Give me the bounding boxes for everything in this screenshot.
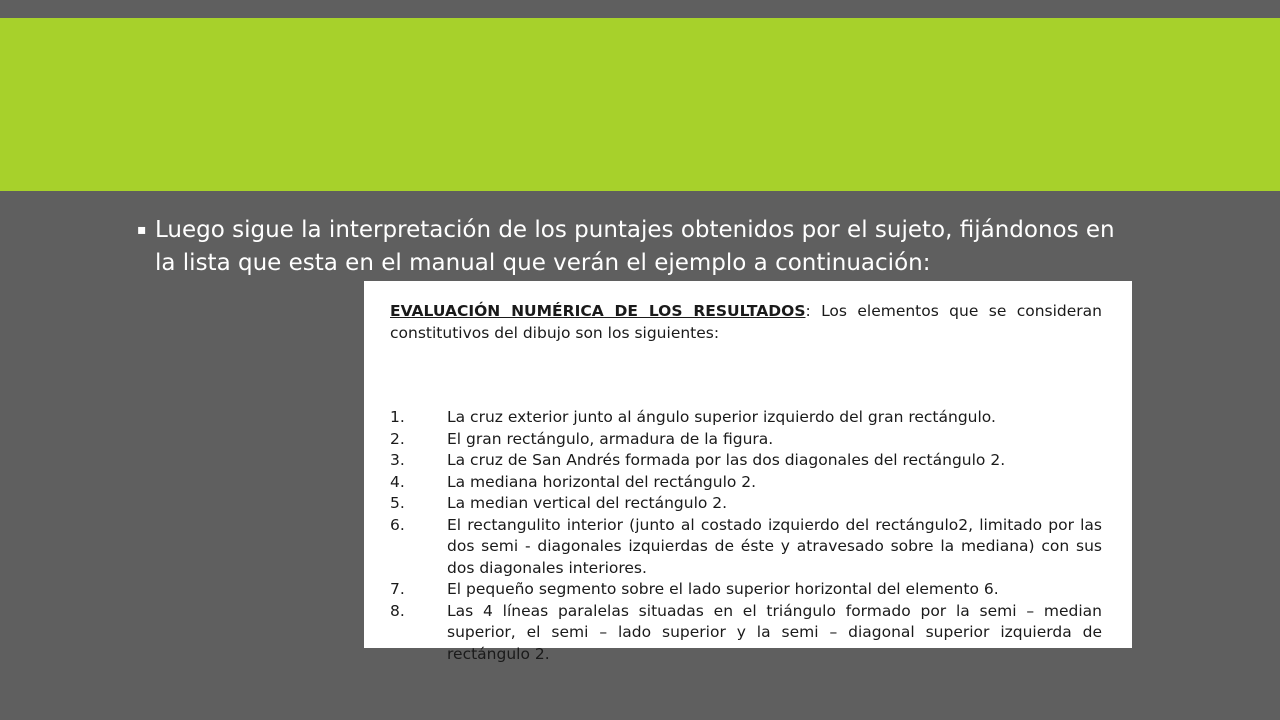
list-item-number: 5. [390, 494, 405, 512]
list-item [390, 472, 1102, 494]
list-item-text: Las 4 líneas paralelas situadas en el triángulo formado por la semi – median superior, el semi – lado superior y la semi – diagonal superior izquierda de rectángulo 2. [447, 601, 1102, 663]
list-item [390, 579, 1102, 601]
list-item [390, 450, 1102, 472]
list-item [390, 407, 1102, 429]
elements-list [390, 407, 1102, 665]
list-item-text: La mediana horizontal del rectángulo 2. [447, 472, 757, 491]
list-item-text: El gran rectángulo, armadura de la figura. [447, 429, 774, 448]
list-item [390, 601, 1102, 666]
manual-intro-text: : Los elementos que se consideran constitutivos del dibujo son los siguientes: [390, 302, 1102, 342]
list-item-number: 6. [390, 515, 405, 534]
list-item-number: 8. [390, 601, 405, 620]
bullet-marker-icon: ▪ [137, 222, 147, 238]
manual-heading: EVALUACIÓN NUMÉRICA DE LOS RESULTADOS [390, 302, 806, 320]
manual-excerpt-image [364, 281, 1132, 663]
list-item [390, 429, 1102, 451]
list-item-text: El rectangulito interior (junto al costado izquierdo del rectángulo2, limitado por las dos semi - diagonales izquierdas de éste y atravesado sobre la mediana) con sus dos diagonales interiores. [447, 515, 1102, 577]
title-band [0, 18, 1280, 191]
list-item-number: 3. [390, 451, 405, 469]
bullet-paragraph [137, 214, 1137, 280]
bullet-text: Luego sigue la interpretación de los puntajes obtenidos por el sujeto, fijándonos en la lista que esta en el manual que verán el ejemplo a continuación: [155, 217, 1115, 276]
list-item-number: 7. [390, 580, 405, 598]
list-item-text: La median vertical del rectángulo 2. [447, 494, 728, 512]
list-item [390, 493, 1102, 515]
list-item-text: La cruz de San Andrés formada por las dos diagonales del rectángulo 2. [447, 451, 1006, 469]
list-item-number: 4. [390, 472, 405, 491]
list-item-number: 2. [390, 429, 405, 448]
list-item-number: 1. [390, 408, 405, 426]
manual-intro [390, 300, 1102, 344]
list-item-text: El pequeño segmento sobre el lado superior horizontal del elemento 6. [447, 580, 999, 598]
list-item-text: La cruz exterior junto al ángulo superior izquierdo del gran rectángulo. [447, 408, 996, 426]
list-item [390, 515, 1102, 580]
